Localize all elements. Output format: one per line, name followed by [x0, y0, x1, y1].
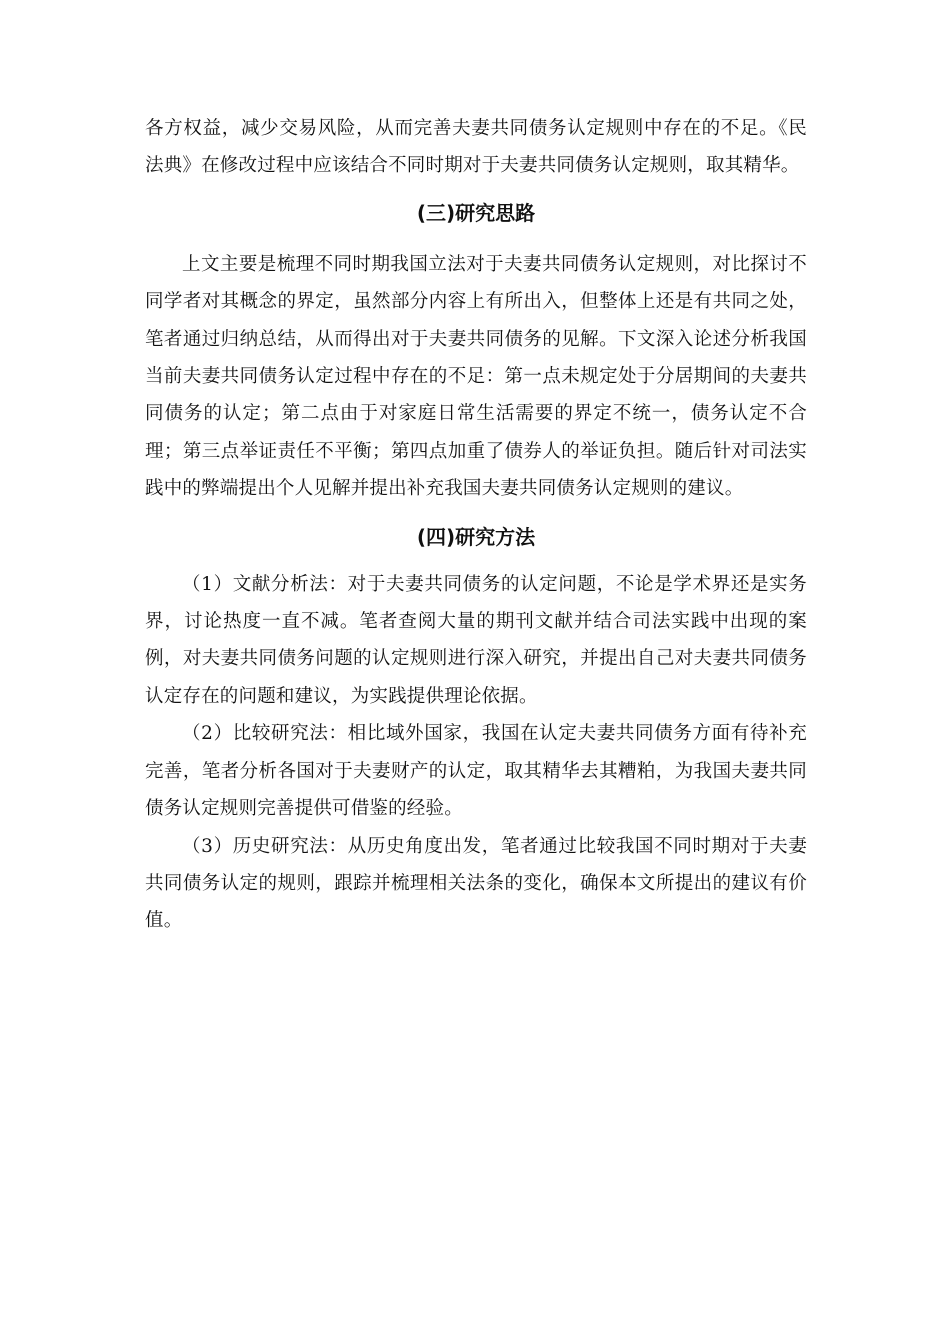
method-historical-research-paragraph: （3）历史研究法：从历史角度出发，笔者通过比较我国不同时期对于夫妻共同债务认定的规则，跟踪并梳理相关法条的变化，确保本文所提出的建议有价值。	[145, 835, 807, 932]
document-page	[145, 110, 807, 940]
intro-continuation-paragraph: 各方权益，减少交易风险，从而完善夫妻共同债务认定规则中存在的不足。《民法典》在修改过程中应该结合不同时期对于夫妻共同债务认定规则，取其精华。	[145, 118, 807, 177]
method-literature-analysis-paragraph: （1）文献分析法：对于夫妻共同债务的认定问题，不论是学术界还是实务界，讨论热度一直不减。笔者查阅大量的期刊文献并结合司法实践中出现的案例，对夫妻共同债务问题的认定规则进行深入研究，并提出自己对夫妻共同债务认定存在的问题和建议，为实践提供理论依据。	[145, 573, 807, 707]
research-approach-paragraph: 上文主要是梳理不同时期我国立法对于夫妻共同债务认定规则，对比探讨不同学者对其概念的界定，虽然部分内容上有所出入，但整体上还是有共同之处，笔者通过归纳总结，从而得出对于夫妻共同债务的见解。下文深入论述分析我国当前夫妻共同债务认定过程中存在的不足：第一点未规定处于分居期间的夫妻共同债务的认定；第二点由于对家庭日常生活需要的界定不统一，债务认定不合理；第三点举证责任不平衡；第四点加重了债券人的举证负担。随后针对司法实践中的弊端提出个人见解并提出补充我国夫妻共同债务认定规则的建议。	[145, 253, 807, 500]
section-heading-research-methods: (四)研究方法	[416, 524, 536, 549]
method-comparative-research-paragraph: （2）比较研究法：相比域外国家，我国在认定夫妻共同债务方面有待补充完善，笔者分析各国对于夫妻财产的认定，取其精华去其糟粕，为我国夫妻共同债务认定规则完善提供可借鉴的经验。	[145, 723, 807, 820]
section-heading-research-approach: (三)研究思路	[416, 200, 536, 225]
